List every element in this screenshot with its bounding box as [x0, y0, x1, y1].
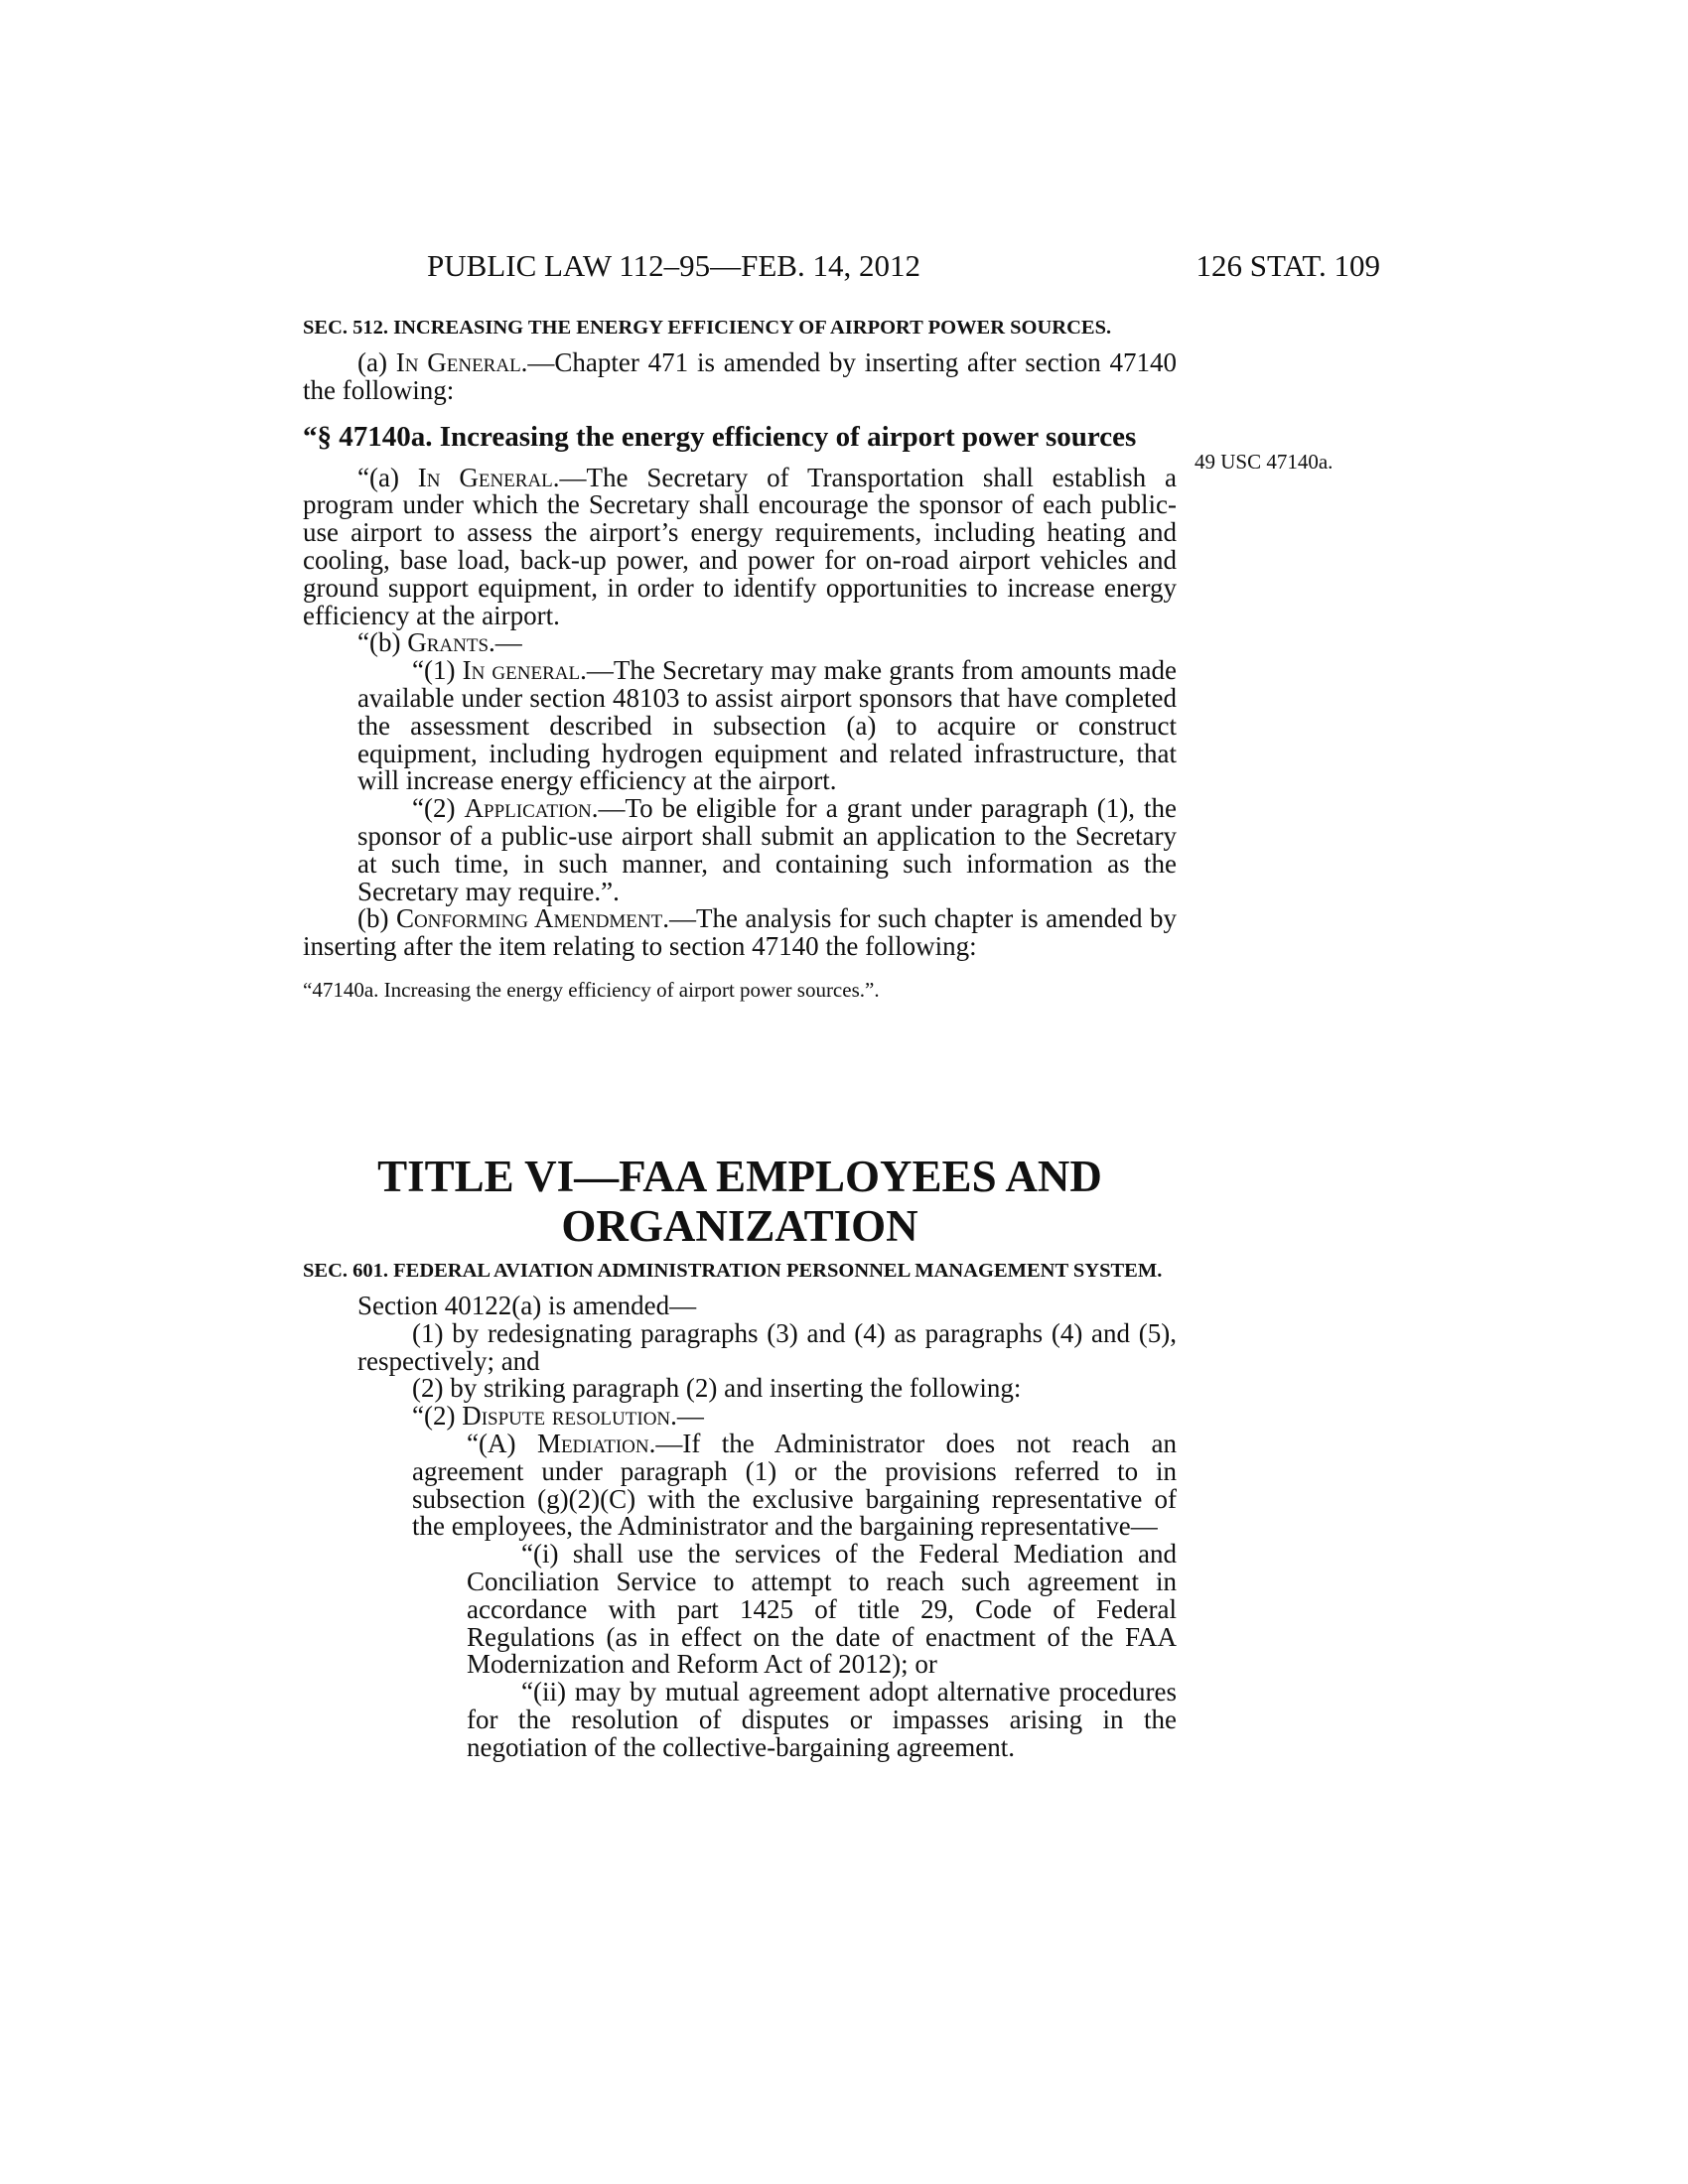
dispute-resolution-label: Dispute resolution	[462, 1401, 671, 1432]
subsection-b-conforming: (b) Conforming Amendment.—The analysis for such chapter is amended by inserting after the item relating to section 47140 the following:	[303, 903, 1178, 962]
new-subsection-b-label: Grants	[407, 627, 490, 658]
dispute-resolution-heading: “(2) Dispute resolution.—	[412, 1401, 704, 1432]
conforming-text: The analysis for such chapter is amended by inserting after the item relating to section 47140 the following:	[303, 903, 1178, 962]
section-601-heading: SEC. 601. FEDERAL AVIATION ADMINISTRATION PERSONNEL MANAGEMENT SYSTEM.	[303, 1260, 1163, 1282]
new-subsection-a: “(a) In General.—The Secretary of Transportation shall establish a program under which the Secretary shall encourage the sponsor of each public-use airport to assess the airport’s energy requirements, including heating and cooling, base load, back-up power, and power for on-road airport vehicles and ground support equipment, in order to identify opportunities to increase energy efficiency at the airport.	[303, 462, 1177, 630]
clause-i: “(i) shall use the services of the Federal Mediation and Conciliation Service to attempt to reach such agreement in accordance with part 1425 of title 29, Code of Federal Regulations (as in effect on the date of enactment of the FAA Modernization and Reform Act of 2012); or	[467, 1539, 1177, 1680]
paragraph-b1: “(1) In general.—The Secretary may make grants from amounts made available under section 48103 to assist airport sponsors that have completed the assessment described in subsection (a) to acquire or construct equipment, including hydrogen equipment and related infrastructure, that will increase energy efficiency at the airport.	[357, 655, 1177, 796]
section-512-heading: SEC. 512. INCREASING THE ENERGY EFFICIENCY OF AIRPORT POWER SOURCES.	[303, 317, 1112, 339]
subsection-a: (a) In General.—Chapter 471 is amended by inserting after section 47140 the following:	[303, 347, 1177, 405]
subsection-a-label: In General	[395, 347, 521, 377]
clause-ii: “(ii) may by mutual agreement adopt alternative procedures for the resolution of disputes or impasses arising in the negotiation of the collective-bargaining agreement.	[467, 1677, 1177, 1762]
title-line-1: TITLE VI—FAA EMPLOYEES AND	[377, 1152, 1102, 1201]
new-section-heading: “§ 47140a. Increasing the energy efficiency of airport power sources	[303, 420, 1137, 453]
section-512	[303, 316, 1177, 1003]
table-of-contents-item: “47140a. Increasing the energy efficiency of airport power sources.”.	[303, 977, 880, 1002]
paragraph-b1-text: The Secretary may make grants from amounts made available under section 48103 to assist airport sponsors that have completed the assessment described in subsection (a) to acquire or construct equipment, including hydrogen equipment and related infrastructure, that will increase energy efficiency at the airport.	[357, 655, 1177, 796]
new-subsection-a-text: The Secretary of Transportation shall establish a program under which the Secretary shall encourage the sponsor of each public-use airport to assess the airport’s energy requirements, including heating and cooling, base load, back-up power, and power for on-road airport vehicles and ground support equipment, in order to identify opportunities to increase energy efficiency at the airport.	[303, 462, 1177, 630]
section-601-intro: Section 40122(a) is amended—	[357, 1291, 697, 1320]
page-number: 126 STAT. 109	[1196, 248, 1380, 283]
amendment-item-2: (2) by striking paragraph (2) and inserting the following:	[412, 1373, 1022, 1404]
subsection-a-text: Chapter 471 is amended by inserting after section 47140 the following:	[303, 347, 1177, 405]
mediation-text: If the Administrator does not reach an agreement under paragraph (1) or the provisions referred to in subsection (g)(2)(C) with the exclusive bargaining representative of the employees, the Administrator and the bargaining representative—	[412, 1428, 1177, 1542]
running-header-left: PUBLIC LAW 112–95—FEB. 14, 2012	[427, 248, 920, 283]
paragraph-b2-label: Application	[464, 793, 592, 824]
amendment-item-1: (1) by redesignating paragraphs (3) and (4) as paragraphs (4) and (5), respectively; and	[357, 1317, 1177, 1376]
new-subsection-a-label: In General	[417, 462, 553, 492]
paragraph-b2-text: To be eligible for a grant under paragraph (1), the sponsor of a public-use airport shall submit an application to the Secretary at such time, in such manner, and containing such information as the Secretary may require.”.	[357, 793, 1178, 906]
new-subsection-b: “(b) Grants.—	[357, 627, 522, 658]
title-vi-heading	[303, 1152, 1177, 1251]
margin-citation: 49 USC 47140a.	[1195, 450, 1334, 474]
mediation-paragraph: “(A) Mediation.—If the Administrator does not reach an agreement under paragraph (1) or the provisions referred to in subsection (g)(2)(C) with the exclusive bargaining representative of the employees, the Administrator and the bargaining representative—	[412, 1428, 1177, 1542]
conforming-label: Conforming Amendment	[395, 903, 663, 934]
title-line-2: ORGANIZATION	[561, 1201, 918, 1251]
section-601	[303, 1259, 1177, 1762]
mediation-label: Mediation	[536, 1428, 649, 1458]
paragraph-b2: “(2) Application.—To be eligible for a grant under paragraph (1), the sponsor of a public-use airport shall submit an application to the Secretary at such time, in such manner, and containing such information as the Secretary may require.”.	[357, 793, 1178, 906]
paragraph-b1-label: In general	[462, 655, 581, 686]
